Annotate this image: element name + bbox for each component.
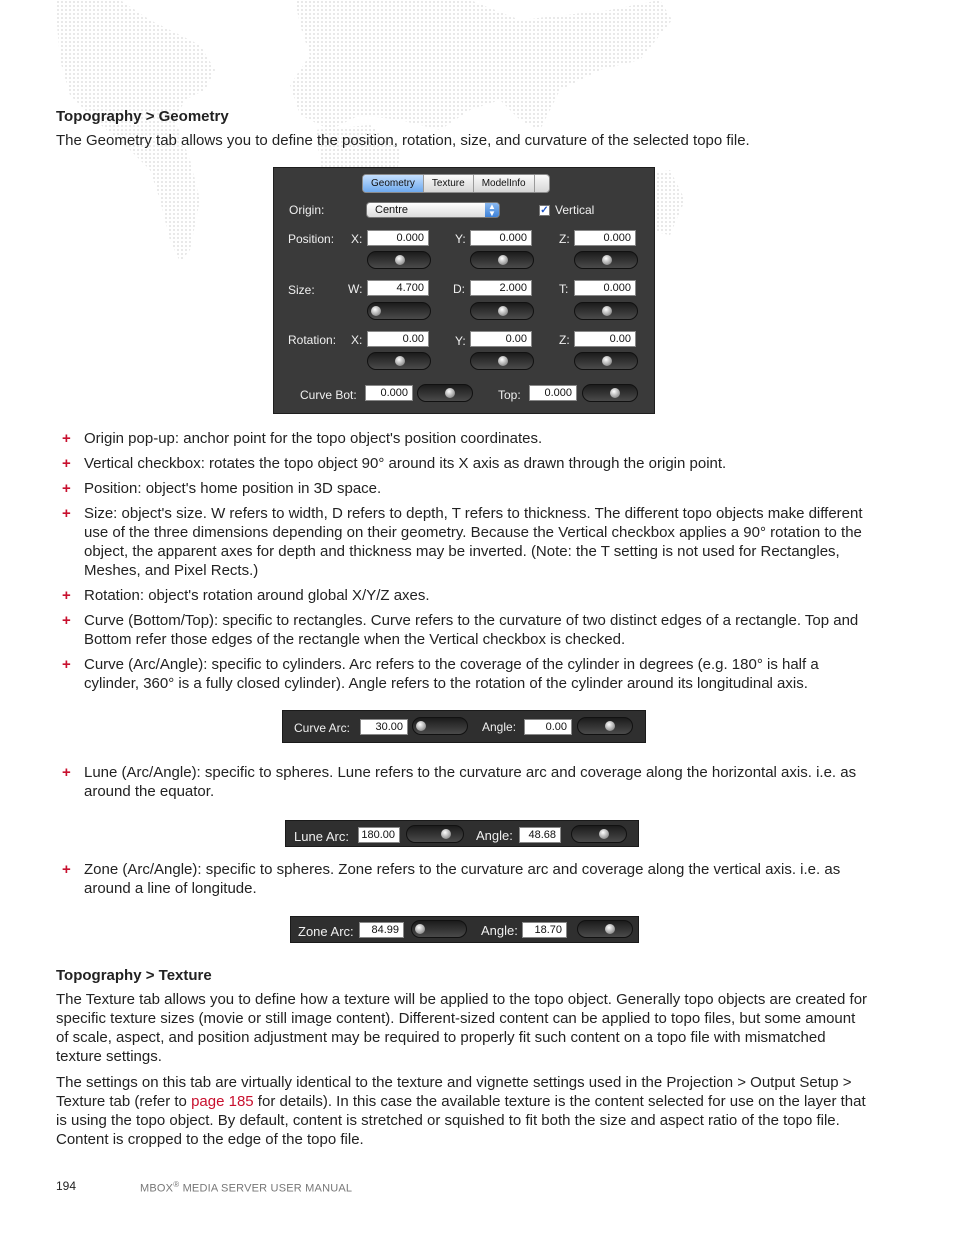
curve-arc-field[interactable]: 30.00 (360, 719, 408, 735)
plus-icon: + (62, 764, 71, 781)
plus-icon: + (62, 430, 71, 447)
zone-angle-knob[interactable] (577, 920, 633, 938)
tab-overflow[interactable] (535, 175, 549, 192)
plus-icon: + (62, 861, 71, 878)
lune-arc-strip (285, 820, 639, 847)
tab-geometry[interactable]: Geometry (363, 175, 424, 192)
zone-bullet-list (56, 860, 868, 904)
list-item: + Origin pop-up: anchor point for the topo object's position coordinates. (62, 430, 543, 447)
list-item: + Rotation: object's rotation around global X/Y/Z axes. (62, 587, 430, 604)
rot-z-label: Z: (559, 333, 570, 347)
curve-top-knob[interactable] (582, 384, 638, 402)
pos-y-knob[interactable] (470, 251, 534, 269)
size-t-label: T: (559, 282, 569, 296)
list-item: + Curve (Arc/Angle): specific to cylinders. Arc refers to the coverage of the cylinder in degrees (e.g. 180° is half a cylinder, 360° is a fully closed cylinder). Angle refers to the rotation of the cylinder around its longitudinal axis. (62, 656, 819, 692)
list-item: + Size: object's size. W refers to width, D refers to depth, T refers to thickness. The different topo objects make different use of the three dimensions depending on their geometry. Because the Vertical checkbox applies a 90° rotation to the object, the apparent axes for depth and thickness may be inverted. (Note: the T setting is not used for Rectangles, Meshes, and Pixel Rects.) (62, 505, 863, 579)
plus-icon: + (62, 505, 71, 522)
geometry-panel (273, 167, 655, 414)
size-t-knob[interactable] (574, 302, 638, 320)
pos-x-field[interactable]: 0.000 (367, 230, 429, 246)
list-item: + Curve (Bottom/Top): specific to rectangles. Curve refers to the curvature of two distinct edges of a rectangle. Top and Bottom refer those edges of the rectangle when the Vertical checkbox is checked. (62, 612, 859, 648)
list-item: + Lune (Arc/Angle): specific to spheres. Lune refers to the curvature arc and coverage along the horizontal axis. i.e. as around the equator. (62, 764, 857, 800)
chevron-updown-icon: ▲ ▼ (485, 203, 499, 217)
rotation-label: Rotation: (288, 333, 337, 347)
pos-z-field[interactable]: 0.000 (574, 230, 636, 246)
pos-x-label: X: (351, 232, 363, 246)
plus-icon: + (62, 455, 71, 472)
vertical-checkbox[interactable]: ✓ (540, 205, 549, 216)
rot-x-label: X: (351, 333, 363, 347)
curve-top-field[interactable]: 0.000 (529, 385, 577, 401)
zone-angle-field[interactable]: 18.70 (522, 922, 567, 938)
top-label: Top: (498, 388, 521, 402)
size-d-label: D: (453, 282, 465, 296)
tab-texture[interactable]: Texture (424, 175, 474, 192)
size-t-field[interactable]: 0.000 (574, 280, 636, 296)
curve-angle-field[interactable]: 0.00 (524, 719, 572, 735)
list-item: + Vertical checkbox: rotates the topo object 90° around its X axis as drawn through the origin point. (62, 455, 727, 472)
plus-icon: + (62, 480, 71, 497)
position-label: Position: (288, 232, 335, 246)
zone-arc-knob[interactable] (411, 920, 467, 938)
pos-z-label: Z: (559, 232, 570, 246)
list-item: + Zone (Arc/Angle): specific to spheres. Zone refers to the curvature arc and coverage along the vertical axis. i.e. as around a line of longitude. (62, 861, 841, 897)
section-heading-geometry: Topography > Geometry (56, 108, 229, 125)
pos-z-knob[interactable] (574, 251, 638, 269)
size-w-label: W: (348, 282, 363, 296)
geometry-intro: The Geometry tab allows you to define the position, rotation, size, and curvature of the selected topo file. (56, 132, 750, 149)
lune-bullet-list (56, 763, 868, 807)
rot-y-knob[interactable] (470, 352, 534, 370)
size-label: Size: (288, 283, 315, 297)
curve-bot-field[interactable]: 0.000 (365, 385, 413, 401)
rot-z-field[interactable]: 0.00 (574, 331, 636, 347)
list-item: + Position: object's home position in 3D space. (62, 480, 382, 497)
tab-bar (362, 174, 550, 193)
pos-y-label: Y: (455, 232, 466, 246)
rot-x-knob[interactable] (367, 352, 431, 370)
footer-title: MBOX® MEDIA SERVER USER MANUAL (140, 1180, 353, 1195)
page-185-link[interactable]: page 185 (191, 1093, 254, 1110)
size-d-knob[interactable] (470, 302, 534, 320)
geometry-bullet-list (56, 429, 868, 699)
pos-x-knob[interactable] (367, 251, 431, 269)
origin-select[interactable] (366, 202, 500, 218)
rot-z-knob[interactable] (574, 352, 638, 370)
size-w-knob[interactable] (367, 302, 431, 320)
texture-paragraph-1: The Texture tab allows you to define how a texture will be applied to the topo object. Generally topo objects are created for specific texture sizes (movie or still image content). Different-sized content can be applied to topo files, but some amount of scale, aspect, and position adjustment may be required to properly fit such content on a topo file with mismatched texture settings. (56, 991, 868, 1065)
rot-y-label: Y: (455, 334, 466, 348)
size-w-field[interactable]: 4.700 (367, 280, 429, 296)
tab-modelinfo[interactable]: ModelInfo (474, 175, 535, 192)
section-heading-texture: Topography > Texture (56, 967, 212, 984)
plus-icon: + (62, 612, 71, 629)
zone-arc-strip (290, 916, 639, 943)
curve-angle-knob[interactable] (577, 717, 633, 735)
curve-arc-knob[interactable] (412, 717, 468, 735)
lune-angle-knob[interactable] (571, 825, 627, 843)
zone-arc-field[interactable]: 84.99 (359, 922, 404, 938)
lune-arc-label: Lune Arc: (294, 829, 349, 844)
texture-paragraph-2: The settings on this tab are virtually identical to the texture and vignette settings used in the Projection > Output Setup > Texture tab (refer to page 185 for details). In this case the available texture is the content selected for use on the layer that is using the topo object. By default, content is stretched or squished to fit both the size and aspect ratio of the topo file. Content is cropped to the edge of the topo file. (56, 1074, 866, 1148)
curve-arc-label: Curve Arc: (294, 721, 351, 735)
pos-y-field[interactable]: 0.000 (470, 230, 532, 246)
lune-angle-field[interactable]: 48.68 (519, 827, 561, 843)
lune-arc-knob[interactable] (406, 825, 464, 843)
origin-label: Origin: (289, 203, 325, 217)
rot-x-field[interactable]: 0.00 (367, 331, 429, 347)
curve-angle-label: Angle: (482, 720, 517, 734)
size-d-field[interactable]: 2.000 (470, 280, 532, 296)
vertical-label: Vertical (555, 203, 595, 217)
zone-arc-label: Zone Arc: (298, 924, 354, 939)
curve-bot-knob[interactable] (417, 384, 473, 402)
zone-angle-label: Angle: (481, 923, 518, 938)
plus-icon: + (62, 656, 71, 673)
plus-icon: + (62, 587, 71, 604)
lune-angle-label: Angle: (476, 828, 513, 843)
origin-select-value: Centre (375, 204, 409, 216)
rot-y-field[interactable]: 0.00 (470, 331, 532, 347)
curve-bot-label: Curve Bot: (300, 388, 357, 402)
curve-arc-strip (282, 710, 646, 743)
lune-arc-field[interactable]: 180.00 (358, 827, 400, 843)
page-number: 194 (56, 1179, 77, 1193)
